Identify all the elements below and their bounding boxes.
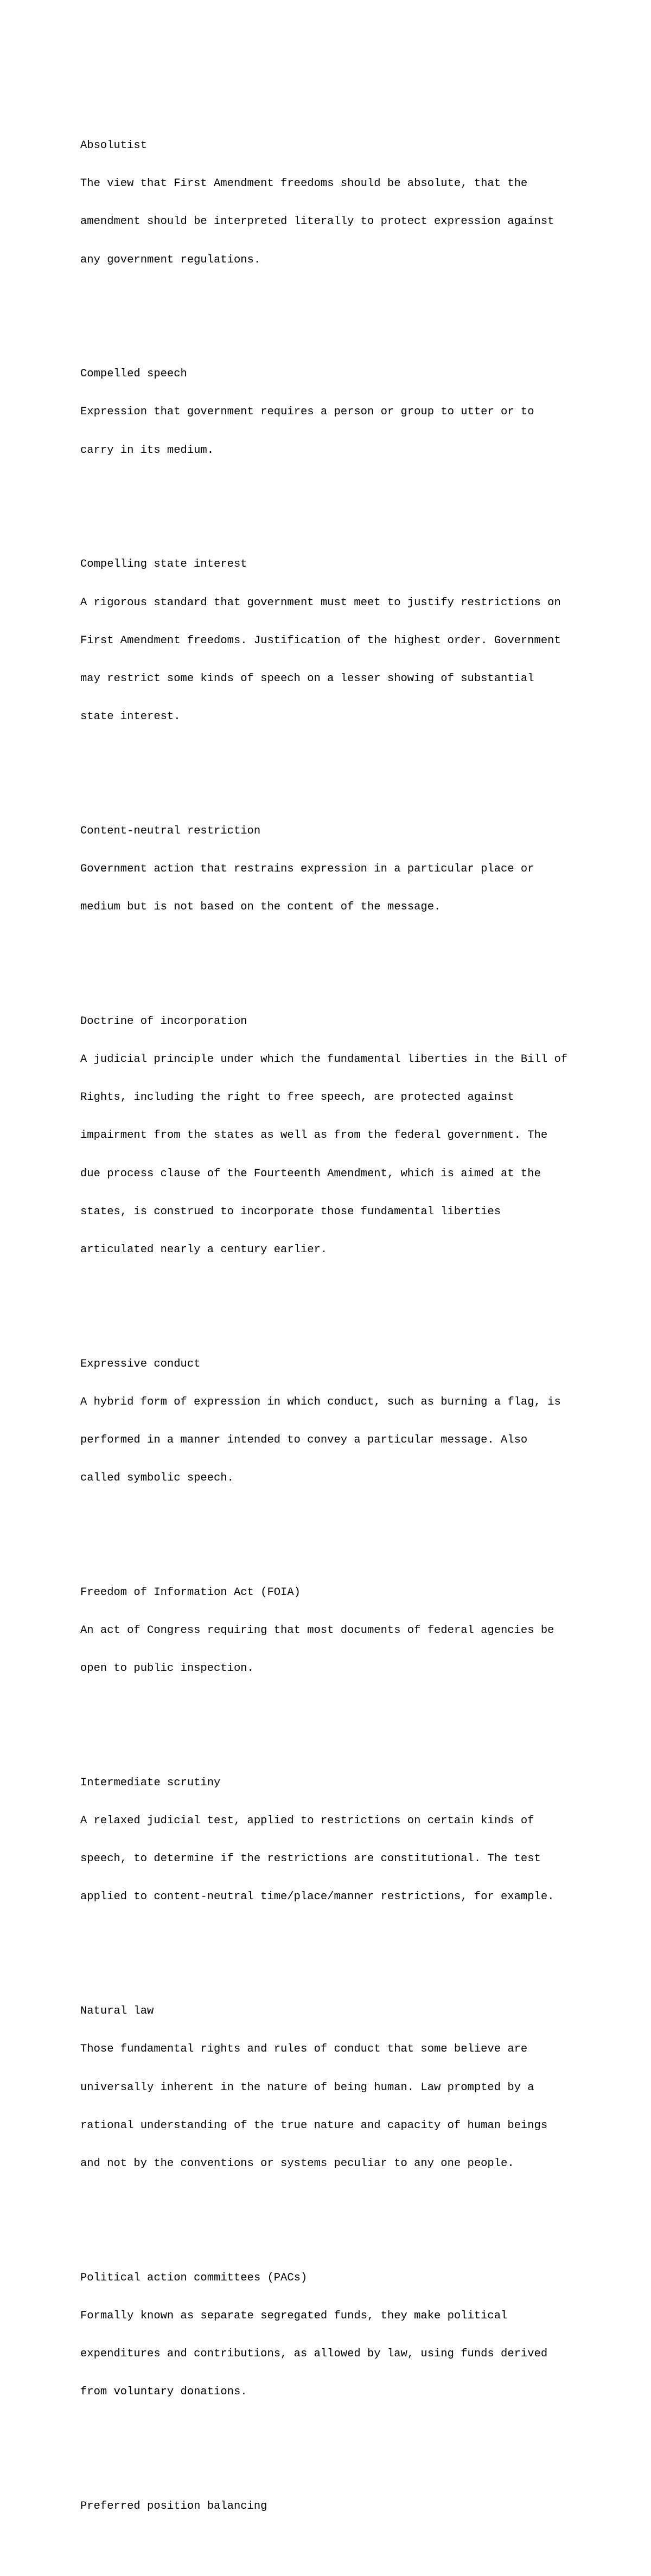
glossary-entry (80, 2246, 623, 2424)
definition-line: Expression that government requires a person or group to utter or to (80, 406, 534, 419)
entry-term: Freedom of Information Act (FOIA) (80, 1586, 301, 1599)
definition-line: A hybrid form of expression in which conduct, such as burning a flag, is (80, 1395, 561, 1408)
definition-line: The view that First Amendment freedoms should be absolute, that the (80, 177, 528, 190)
definition-line: articulated nearly a century earlier. (80, 1243, 328, 1256)
definition-line: may restrict some kinds of speech on a lesser showing of substantial (80, 672, 534, 685)
entry-term: Absolutist (80, 139, 148, 152)
definition-line: A rigorous standard that government must meet to justify restrictions on (80, 596, 561, 609)
entry-term: Compelled speech (80, 368, 187, 381)
definition-line: Formally known as separate segregated funds, they make political (80, 2309, 508, 2322)
definition-line: universally inherent in the nature of being human. Law prompted by a (80, 2081, 534, 2094)
definition-line: performed in a manner intended to convey a particular message. Also (80, 1434, 528, 1447)
definition-line: states, is construed to incorporate those fundamental liberties (80, 1205, 501, 1218)
definition-line: Rights, including the right to free speech, are protected against (80, 1091, 514, 1104)
definition-line: impairment from the states as well as from the federal government. The (80, 1129, 548, 1142)
entry-term: Natural law (80, 2005, 154, 2018)
definition-line: open to public inspection. (80, 1662, 254, 1675)
definition-line: expenditures and contributions, as allowed by law, using funds derived (80, 2347, 548, 2360)
definition-line: Government action that restrains expression in a particular place or (80, 862, 534, 875)
entry-term: Expressive conduct (80, 1357, 201, 1370)
glossary-entry (80, 1751, 623, 1929)
entry-term: Doctrine of incorporation (80, 1015, 247, 1028)
definition-line: called symbolic speech. (80, 1472, 234, 1485)
definition-line: Those fundamental rights and rules of conduct that some believe are (80, 2043, 528, 2056)
definition-line: A judicial principle under which the fundamental liberties in the Bill of (80, 1053, 568, 1066)
entry-term: Preferred position balancing (80, 2500, 267, 2513)
definition-line: A relaxed judicial test, applied to restrictions on certain kinds of (80, 1815, 534, 1828)
definition-line: due process clause of the Fourteenth Amendment, which is aimed at the (80, 1167, 541, 1180)
definition-line: any government regulations. (80, 253, 261, 266)
definition-line: rational understanding of the true nature and capacity of human beings (80, 2119, 548, 2132)
glossary-entry (80, 114, 623, 292)
entry-term: Political action committees (PACs) (80, 2271, 308, 2284)
entry-term: Compelling state interest (80, 558, 247, 571)
entry-term: Content-neutral restriction (80, 824, 261, 837)
glossary-entry (80, 533, 623, 748)
glossary-entry (80, 342, 623, 482)
definition-line: An act of Congress requiring that most documents of federal agencies be (80, 1624, 554, 1637)
glossary-entry (80, 990, 623, 1281)
glossary-entry (80, 799, 623, 939)
glossary-entry (80, 1979, 623, 2195)
definition-line: First Amendment freedoms. Justification of the highest order. Government (80, 634, 561, 647)
definition-line: applied to content-neutral time/place/manner restrictions, for example. (80, 1891, 554, 1904)
definition-line: amendment should be interpreted literally to protect expression against (80, 215, 554, 228)
definition-line: speech, to determine if the restrictions are constitutional. The test (80, 1853, 541, 1866)
glossary-entry (80, 2475, 623, 2538)
glossary-entry (80, 1332, 623, 1510)
definition-line: from voluntary donations. (80, 2386, 247, 2399)
glossary-page (80, 76, 623, 2576)
definition-line: medium but is not based on the content of the message. (80, 901, 441, 914)
definition-line: carry in its medium. (80, 444, 214, 457)
definition-line: and not by the conventions or systems peculiar to any one people. (80, 2157, 514, 2170)
entry-term: Intermediate scrutiny (80, 1776, 221, 1789)
definition-line: state interest. (80, 710, 181, 723)
glossary-entry (80, 1561, 623, 1700)
